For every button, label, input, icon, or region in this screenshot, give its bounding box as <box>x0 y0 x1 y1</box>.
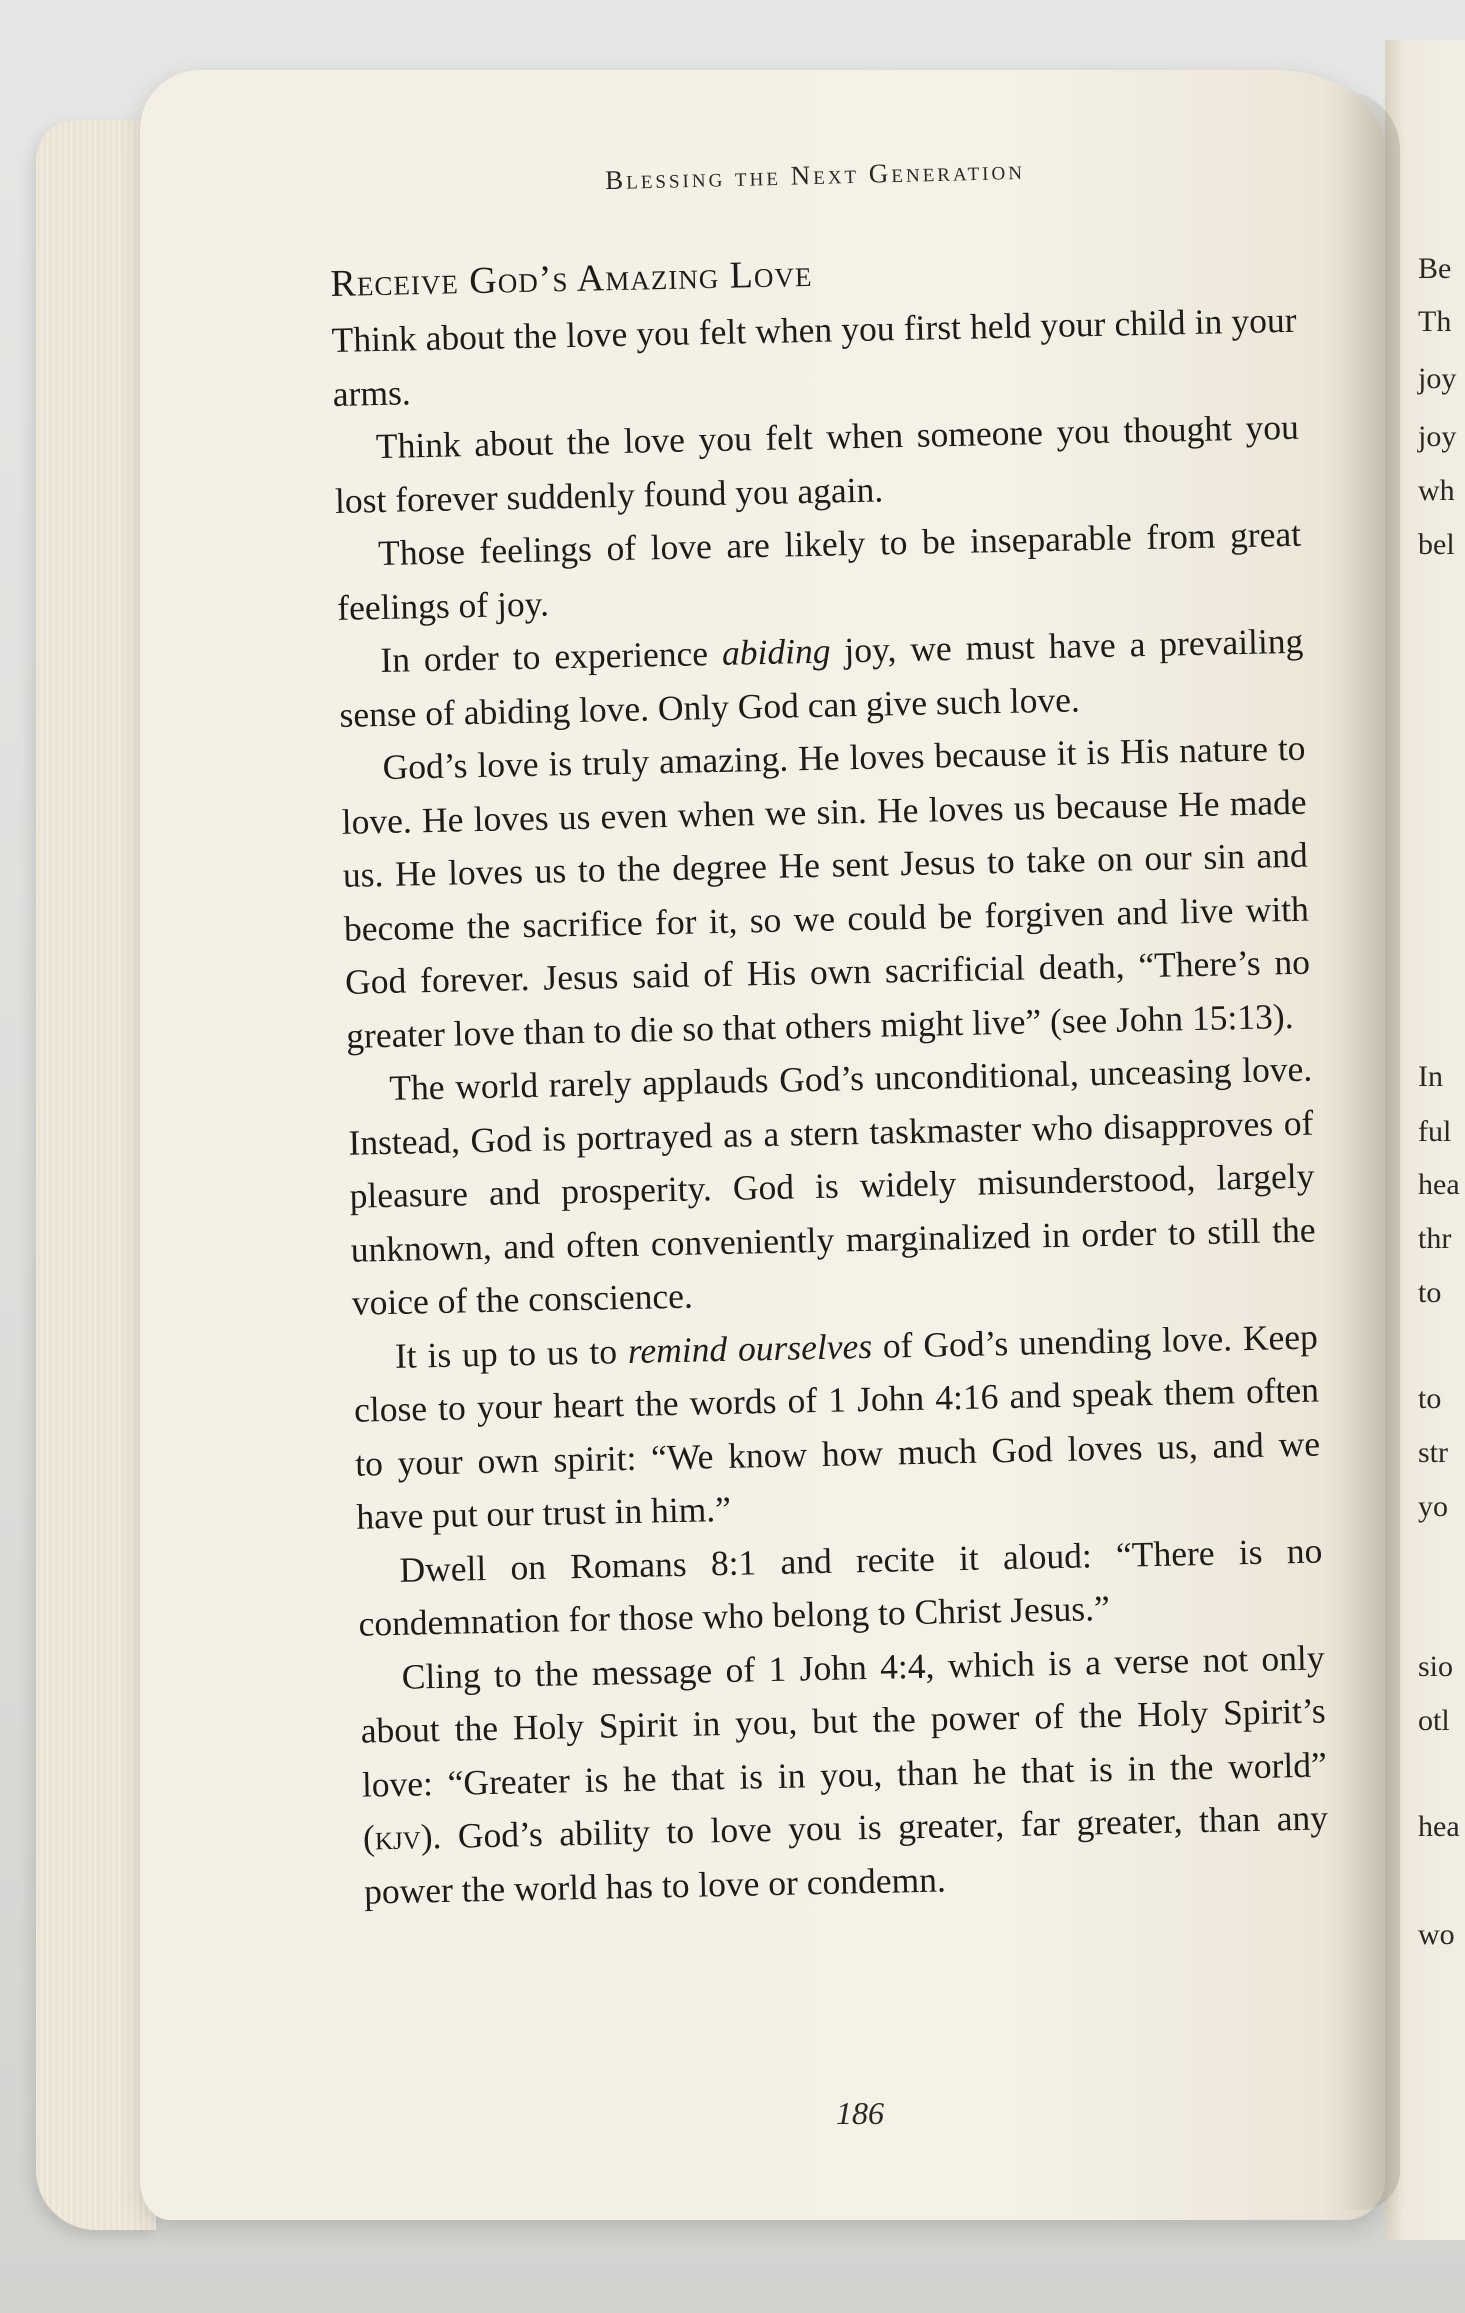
text-block <box>330 240 1330 1919</box>
text-span: ). God’s ability to love you is greater, far greater, than any power the world has to love or condemn. <box>363 1797 1329 1912</box>
facing-page-fragment: hea <box>1418 1168 1460 1201</box>
paragraph: Think about the love you felt when you first held your child in your arms. <box>331 299 1297 414</box>
facing-page-fragment: yo <box>1418 1490 1448 1523</box>
paragraph <box>359 1631 1329 1919</box>
paragraph: Dwell on Romans 8:1 and recite it aloud: “There is no condemnation for those who belong to Christ Jesus.” <box>358 1530 1323 1644</box>
text-span: It is up to us to <box>394 1330 629 1376</box>
gutter-shadow <box>1340 90 1400 2210</box>
facing-page-fragment: hea <box>1418 1810 1460 1843</box>
text-span: Cling to the message of 1 John 4:4, which is a verse not only about the Holy Spirit in you, but the power of the Holy Spirit’s love: “Greater is he that is in you, than he that is in the <box>360 1636 1327 1805</box>
paragraph: God’s love is truly amazing. He loves because it is His nature to love. He loves us even when we sin. He loves us because He made us. He loves us to the degree He sent Jesus to take on our sin and become the sacrifice for it, so we could be forgiven and live with God forever. Jesus said of His own sacrificial death, “There’s no greater love than to die so that others might live” (see John 15:13). <box>341 727 1311 1056</box>
facing-page-fragment: sio <box>1418 1650 1454 1683</box>
facing-page-fragment: to <box>1418 1276 1442 1309</box>
facing-page-fragment: to <box>1418 1382 1442 1415</box>
paragraph: Think about the love you felt when someone you thought you lost forever suddenly found you again. <box>334 406 1300 521</box>
facing-page-fragment: thr <box>1418 1222 1452 1255</box>
running-head: Blessing the Next Generation <box>604 154 1026 196</box>
facing-page-fragment: In <box>1418 1060 1443 1093</box>
facing-page-fragment: joy <box>1418 420 1457 453</box>
text-span: Keep close to your heart the words of 1 John 4:16 and speak them often to your own spirit: “We know how much God loves us, and we have put our trust in him.” <box>353 1316 1321 1537</box>
facing-page-fragment: str <box>1418 1436 1448 1469</box>
paragraph <box>352 1310 1321 1544</box>
text-span: world” ( <box>362 1743 1328 1858</box>
facing-page-fragment: bel <box>1418 528 1455 561</box>
facing-page-fragment: joy <box>1418 362 1457 395</box>
paragraph: The world rarely applauds God’s unconditional, unceasing love. Instead, God is portrayed as a stern taskmaster who disapproves of pleasure and prosperity. God is widely misunderstood, largely unknown, and often conveniently marginalized in order to still the voice of the conscience. <box>348 1048 1316 1323</box>
page-number: 186 <box>836 2095 884 2131</box>
smallcaps-text: kjv <box>374 1816 422 1858</box>
text-span: of God’s unending love. <box>871 1317 1233 1366</box>
section-title: Receive God’s Amazing Love <box>330 252 813 305</box>
text-span: joy, we must have a prevailing sense of abiding love. Only God can give such love. <box>339 620 1304 735</box>
facing-page-fragment: Be <box>1418 252 1452 285</box>
facing-page-fragment: Th <box>1418 305 1452 338</box>
paragraph <box>338 615 1305 742</box>
emphasis-text: remind ourselves <box>627 1325 873 1371</box>
facing-page-fragment: wo <box>1418 1918 1455 1951</box>
text-span: In order to experience <box>379 632 723 681</box>
paragraph: Those feelings of love are likely to be inseparable from great feelings of joy. <box>336 513 1302 628</box>
emphasis-text: abiding <box>721 630 831 673</box>
facing-page-fragment: otl <box>1418 1704 1450 1737</box>
facing-page-fragment: wh <box>1418 474 1455 507</box>
facing-page-fragment: ful <box>1418 1115 1452 1148</box>
page-edge <box>36 120 156 2230</box>
